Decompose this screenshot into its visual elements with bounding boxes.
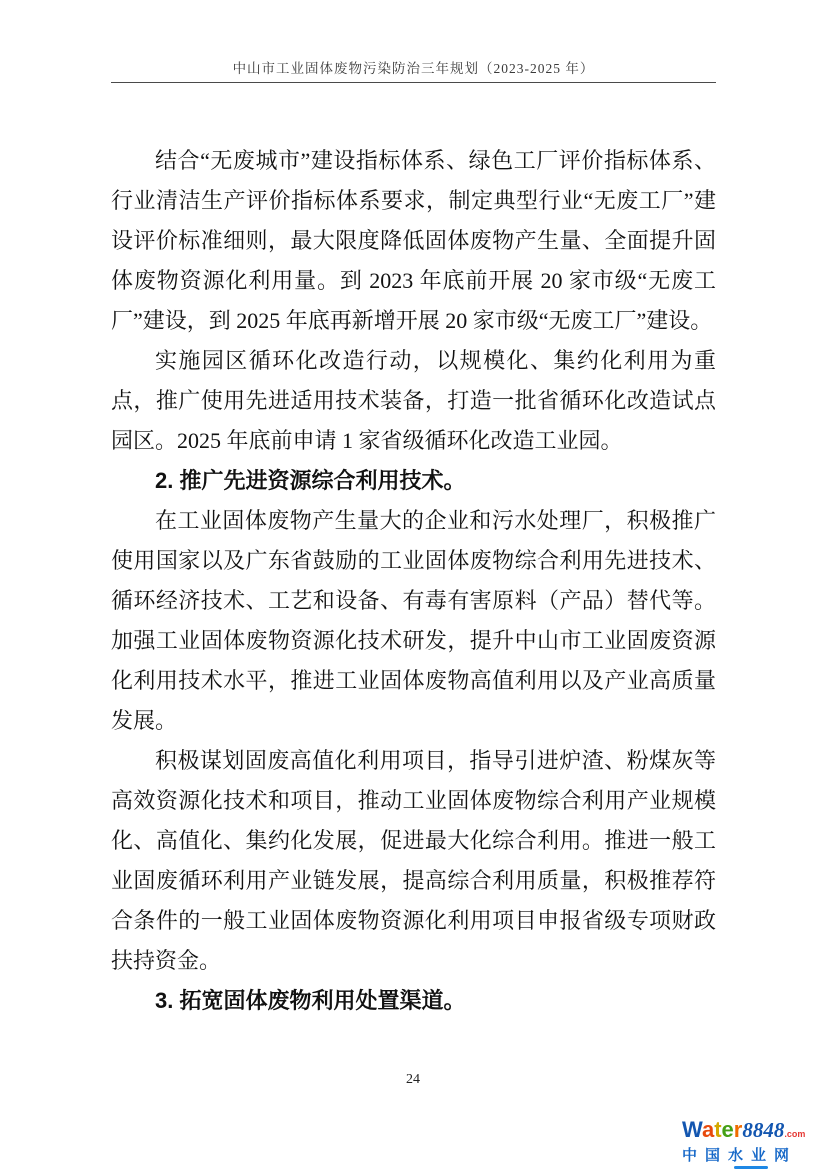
header-title: 中山市工业固体废物污染防治三年规划（2023-2025 年） [232, 61, 595, 76]
section-heading: 3. 拓宽固体废物利用处置渠道。 [155, 988, 466, 1013]
china-water-industry-net-label: 中国水业网 [682, 1147, 798, 1164]
section-heading: 2. 推广先进资源综合利用技术。 [155, 468, 466, 493]
water8848-number: 8848 [742, 1118, 785, 1142]
paragraph: 在工业固体废物产生量大的企业和污水处理厂，积极推广使用国家以及广东省鼓励的工业固体废物综合利用先进技术、循环经济技术、工艺和设备、有毒有害原料（产品）替代等。加强工业固体废物资源化技术研发，提升中山市工业固废资源化利用技术水平，推进工业固体废物高值利用以及产业高质量发展。 [111, 508, 716, 733]
water8848-watermark [682, 1117, 814, 1169]
water8848-tld: .com [784, 1129, 806, 1139]
brand-letter: a [701, 1117, 715, 1142]
header-rule [111, 82, 716, 83]
document-body [111, 141, 716, 1021]
water8848-brand-letters [682, 1117, 742, 1142]
water8848-logo [682, 1117, 814, 1143]
brand-letter: r [733, 1117, 743, 1142]
brand-letter: W [682, 1117, 702, 1142]
brand-letter: t [714, 1117, 722, 1142]
paragraph: 实施园区循环化改造行动，以规模化、集约化利用为重点，推广使用先进适用技术装备，打造一批省循环化改造试点园区。2025 年底前申请 1 家省级循环化改造工业园。 [111, 348, 716, 453]
brand-letter: e [721, 1117, 734, 1142]
paragraph: 积极谋划固废高值化利用项目，指导引进炉渣、粉煤灰等高效资源化技术和项目，推动工业固体废物综合利用产业规模化、高值化、集约化发展，促进最大化综合利用。推进一般工业固废循环利用产业链发展，提高综合利用质量，积极推荐符合条件的一般工业固体废物资源化利用项目申报省级专项财政扶持资金。 [111, 748, 716, 973]
page-number: 24 [406, 1072, 420, 1087]
paragraph: 结合“无废城市”建设指标体系、绿色工厂评价指标体系、行业清洁生产评价指标体系要求，制定典型行业“无废工厂”建设评价标准细则，最大限度降低固体废物产生量、全面提升固体废物资源化利用量。到 2023 年底前开展 20 家市级“无废工厂”建设，到 2025 年底再新增开展 20 家市级“无废工厂”建设。 [111, 148, 716, 333]
page-header [111, 57, 716, 78]
